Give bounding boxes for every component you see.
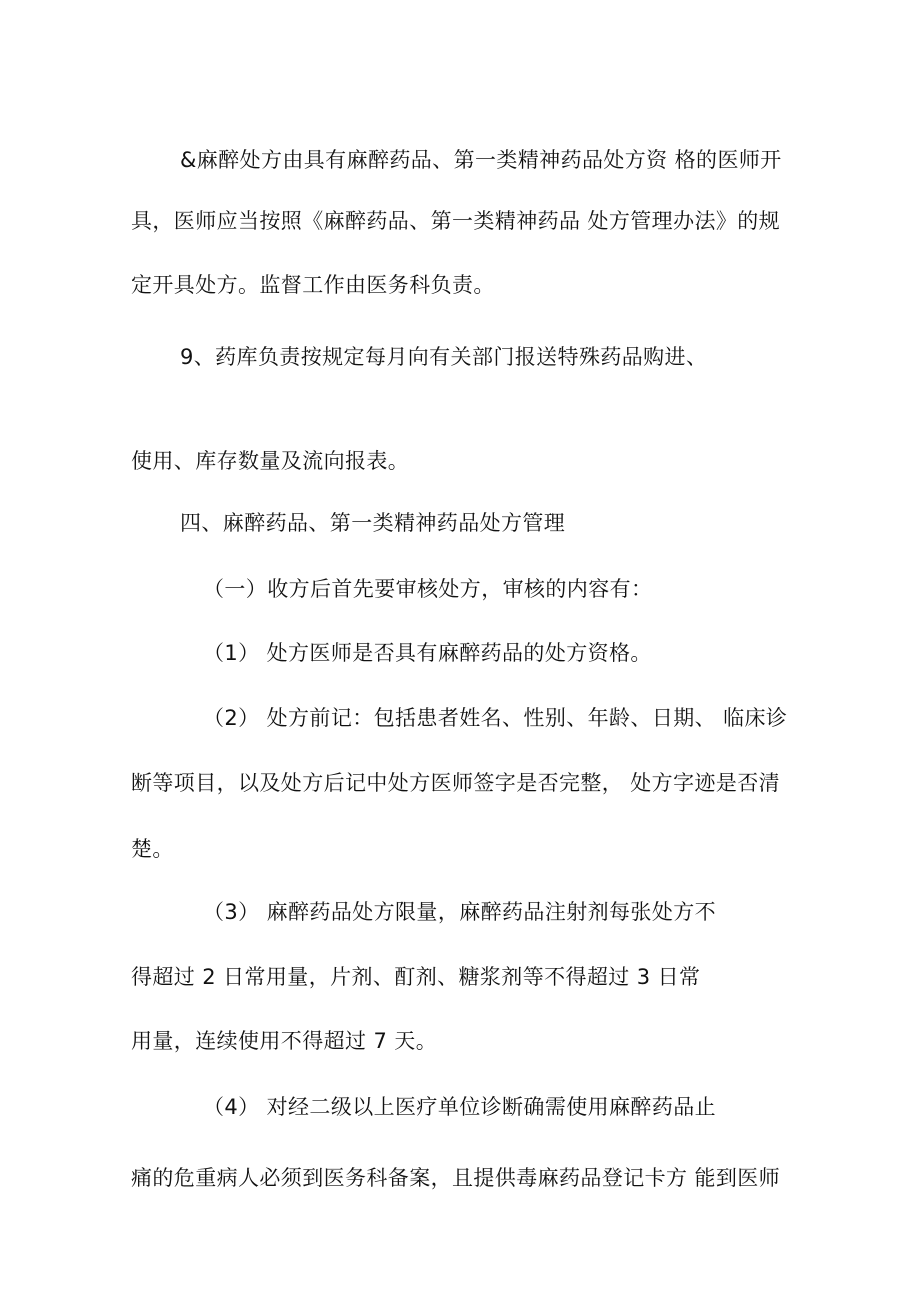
- text-line: 得超过 2 日常用量，片剂、酊剂、糖浆剂等不得超过 3 日常: [131, 965, 701, 989]
- text-line: 使用、库存数量及流向报表。: [131, 449, 410, 473]
- text-line: 四、麻醉药品、第一类精神药品处方管理: [180, 511, 566, 535]
- text-line: （一）收方后首先要审核处方，审核的内容有：: [203, 577, 653, 601]
- text-line: &麻醉处方由具有麻醉药品、第一类精神药品处方资 格的医师开: [180, 148, 782, 172]
- text-line: （4） 对经二级以上医疗单位诊断确需使用麻醉药品止: [203, 1095, 717, 1119]
- text-line: 用量，连续使用不得超过 7 天。: [131, 1029, 438, 1053]
- text-line: 具，医师应当按照《麻醉药品、第一类精神药品 处方管理办法》的规: [131, 209, 781, 233]
- text-line: 9、药库负责按规定每月向有关部门报送特殊药品购进、: [180, 345, 708, 369]
- text-line: （1） 处方医师是否具有麻醉药品的处方资格。: [203, 641, 652, 665]
- text-line: （3） 麻醉药品处方限量，麻醉药品注射剂每张处方不: [203, 900, 717, 924]
- text-line: 痛的危重病人必须到医务科备案，且提供毒麻药品登记卡方 能到医师: [131, 1166, 781, 1190]
- text-line: 断等项目，以及处方后记中处方医师签字是否完整， 处方字迹是否清: [131, 771, 781, 795]
- text-line: 定开具处方。监督工作由医务科负责。: [131, 273, 495, 297]
- text-line: 楚。: [131, 837, 174, 861]
- text-line: （2） 处方前记：包括患者姓名、性别、年龄、日期、 临床诊: [203, 706, 788, 730]
